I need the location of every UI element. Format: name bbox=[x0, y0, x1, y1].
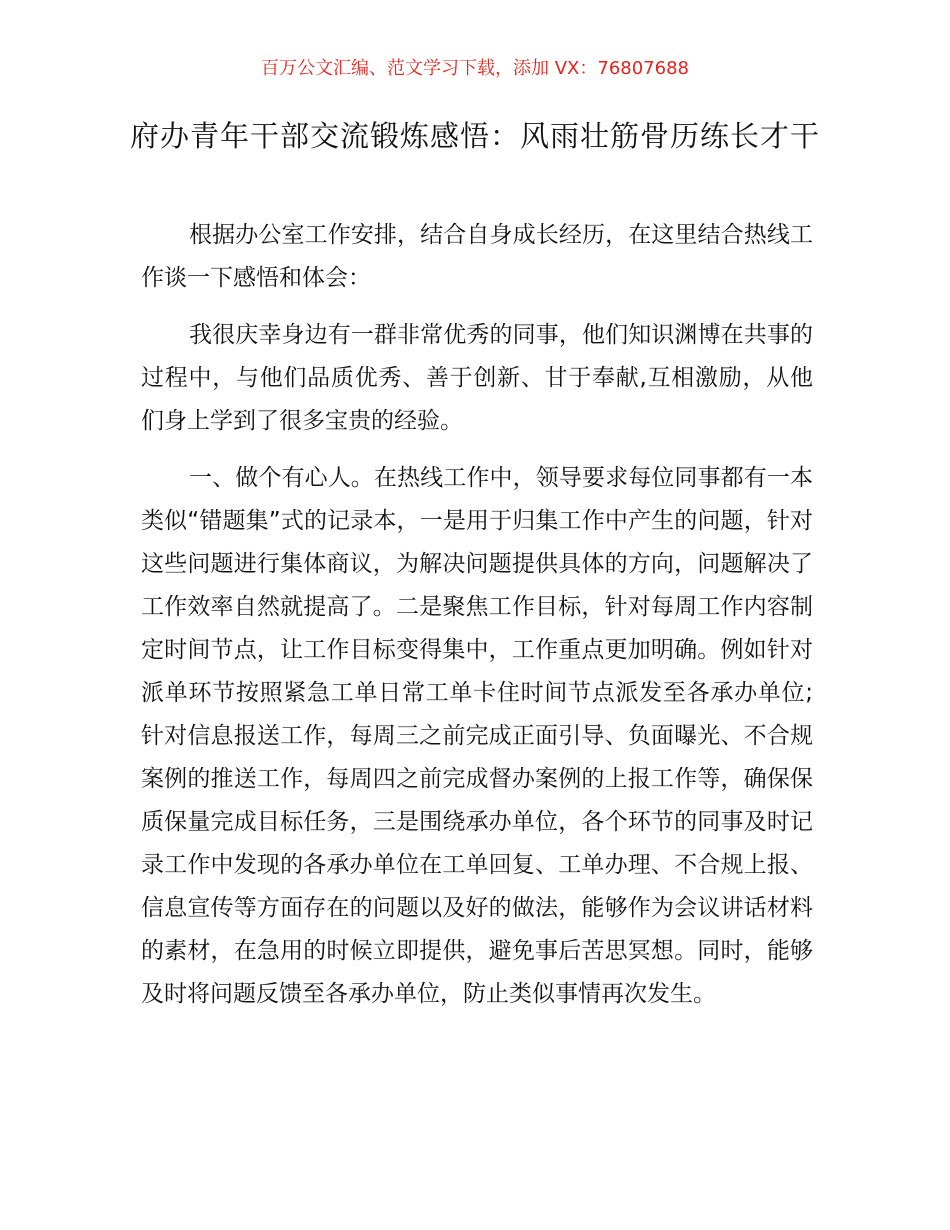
header-promo-text: 百万公文汇编、范文学习下载，添加 VX：76807688 bbox=[261, 58, 689, 79]
document-title: 府办青年干部交流锻炼感悟：风雨壮筋骨历练长才干 bbox=[130, 119, 821, 153]
paragraph-section-one: 一、做个有心人。在热线工作中，领导要求每位同事都有一本类似“错题集”式的记录本，一是用于归集工作中产生的问题，针对这些问题进行集体商议，为解决问题提供具体的方向，问题解决了工作效率自然就提高了。二是聚焦工作目标，针对每周工作内容制定时间节点，让工作目标变得集中，工作重点更加明确。例如针对派单环节按照紧急工单日常工单卡住时间节点派发至各承办单位;针对信息报送工作，每周三之前完成正面引导、负面曝光、不合规案例的推送工作，每周四之前完成督办案例的上报工作等，确保保质保量完成目标任务，三是围绕承办单位，各个环节的同事及时记录工作中发现的各承办单位在工单回复、工单办理、不合规上报、信息宣传等方面存在的问题以及好的做法，能够作为会议讲话材料的素材，在急用的时候立即提供，避免事后苦思冥想。同时，能够及时将问题反馈至各承办单位，防止类似事情再次发生。 bbox=[141, 465, 813, 1007]
paragraph-colleagues: 我很庆幸身边有一群非常优秀的同事，他们知识渊博在共事的过程中，与他们品质优秀、善于创新、甘于奉献,互相激励，从他们身上学到了很多宝贵的经验。 bbox=[141, 322, 813, 434]
paragraph-intro: 根据办公室工作安排，结合自身成长经历，在这里结合热线工作谈一下感悟和体会： bbox=[141, 222, 813, 291]
document-body bbox=[141, 214, 813, 1030]
